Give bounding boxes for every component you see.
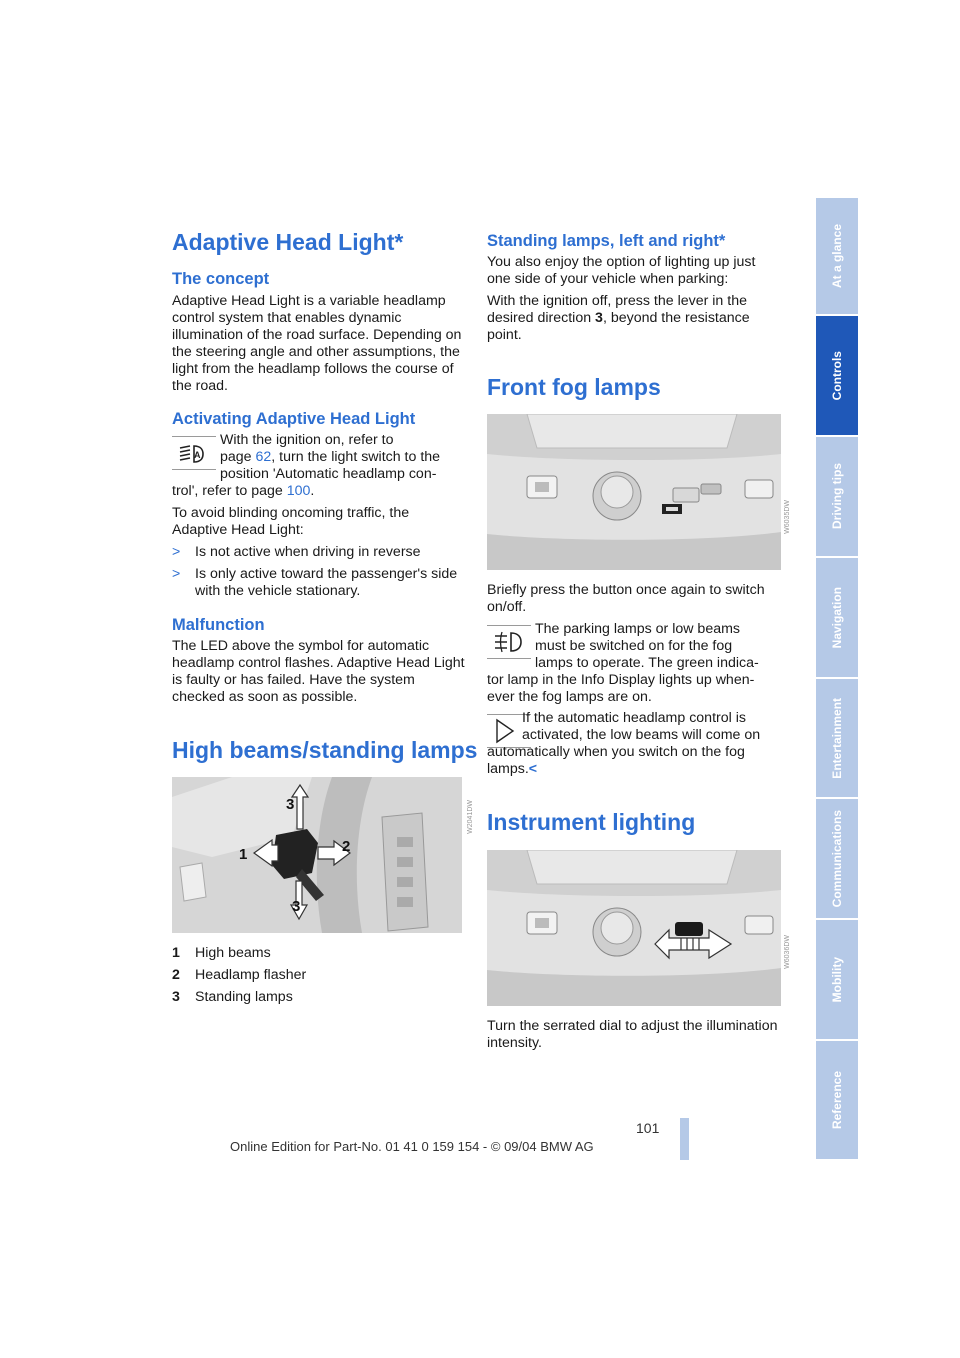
svg-text:A: A (194, 450, 201, 460)
figure-code: W2041DW (467, 800, 474, 834)
page-link-62[interactable]: 62 (255, 449, 272, 465)
tab-driving-tips[interactable]: Driving tips (816, 437, 858, 556)
title-front-fog-lamps: Front fog lamps (487, 374, 661, 400)
tab-controls[interactable]: Controls (816, 316, 858, 435)
tab-navigation[interactable]: Navigation (816, 558, 858, 677)
legend-text: Standing lamps (195, 989, 293, 1005)
fog-lamps-figure (487, 414, 781, 570)
activating-text-line2: page 62, turn the light switch to the (220, 449, 441, 465)
legend-number: 2 (172, 967, 180, 983)
activating-text-line3: position 'Automatic headlamp con- (220, 466, 437, 482)
tab-mobility[interactable]: Mobility (816, 920, 858, 1039)
tab-at-a-glance[interactable]: At a glance (816, 198, 858, 314)
figure-label: 1 (239, 846, 248, 863)
page-number: 101 (636, 1120, 660, 1136)
blinding-text: To avoid blinding oncoming traffic, the Adaptive Head Light: (172, 505, 410, 538)
edition-text: Online Edition for Part-No. 01 41 0 159 154 - © 09/04 BMW AG (230, 1139, 594, 1154)
title-instrument-lighting: Instrument lighting (487, 809, 696, 835)
auto-note: lamps.< (487, 761, 538, 777)
fog-note: The parking lamps or low beams (535, 621, 741, 637)
legend-text: High beams (195, 945, 271, 961)
heading-standing-lamps: Standing lamps, left and right* (487, 232, 726, 250)
fog-lamp-icon (487, 625, 531, 659)
page-link-100[interactable]: 100 (286, 483, 311, 499)
high-beams-figure (172, 777, 462, 933)
figure-label: 3 (286, 796, 295, 813)
concept-text: Adaptive Head Light is a variable headlamp control system that enables dynamic illumination of the road surface. Depending on the steering angle and other assumptions, the light from the headlamp follows the course of the road. (172, 293, 462, 394)
legend-number: 1 (172, 945, 180, 961)
figure-label: 2 (342, 838, 351, 855)
activating-text-line1: With the ignition on, refer to (220, 432, 394, 448)
fog-note: tor lamp in the Info Display lights up when- (487, 672, 755, 688)
title-high-beams: High beams/standing lamps (172, 737, 478, 763)
figure-label: 3 (292, 898, 301, 915)
malfunction-text: The LED above the symbol for automatic headlamp control flashes. Adaptive Head Light is faulty or has failed. Have the system checked as soon as possible. (172, 638, 465, 705)
figure-code: W6036DW (784, 935, 791, 969)
auto-note: activated, the low beams will come on (522, 727, 761, 743)
end-marker: < (528, 761, 538, 777)
standing-text: With the ignition off, press the lever in the desired direction 3, beyond the resistance point. (487, 293, 750, 343)
instrument-lighting-figure (487, 850, 781, 1006)
title-adaptive-head-light: Adaptive Head Light* (172, 229, 404, 255)
fog-text: Briefly press the button once again to switch on/off. (487, 582, 765, 615)
tab-communications[interactable]: Communications (816, 799, 858, 918)
bullet-item: Is only active toward the passenger's side with the vehicle stationary. (195, 566, 458, 599)
fog-note: lamps to operate. The green indica- (535, 655, 759, 671)
activating-text-line4: trol', refer to page 100. (172, 483, 315, 499)
fog-note: must be switched on for the fog (535, 638, 733, 654)
auto-note: If the automatic headlamp control is (522, 710, 746, 726)
bullet-item: Is not active when driving in reverse (195, 544, 421, 560)
bullet-marker: > (172, 566, 181, 582)
bullet-marker: > (172, 544, 181, 560)
figure-code: W6035DW (784, 500, 791, 534)
heading-malfunction: Malfunction (172, 616, 265, 634)
standing-text: You also enjoy the option of lighting up just one side of your vehicle when parking: (487, 254, 756, 287)
auto-note: automatically when you switch on the fog (487, 744, 745, 760)
tab-entertainment[interactable]: Entertainment (816, 679, 858, 797)
footer-bar (680, 1118, 689, 1160)
tab-reference[interactable]: Reference (816, 1041, 858, 1159)
auto-headlamp-icon (172, 436, 216, 470)
legend-number: 3 (172, 989, 180, 1005)
heading-activating: Activating Adaptive Head Light (172, 410, 416, 428)
heading-concept: The concept (172, 270, 270, 288)
legend-text: Headlamp flasher (195, 967, 307, 983)
instrument-text: Turn the serrated dial to adjust the illumination intensity. (487, 1018, 778, 1051)
fog-note: ever the fog lamps are on. (487, 689, 652, 705)
